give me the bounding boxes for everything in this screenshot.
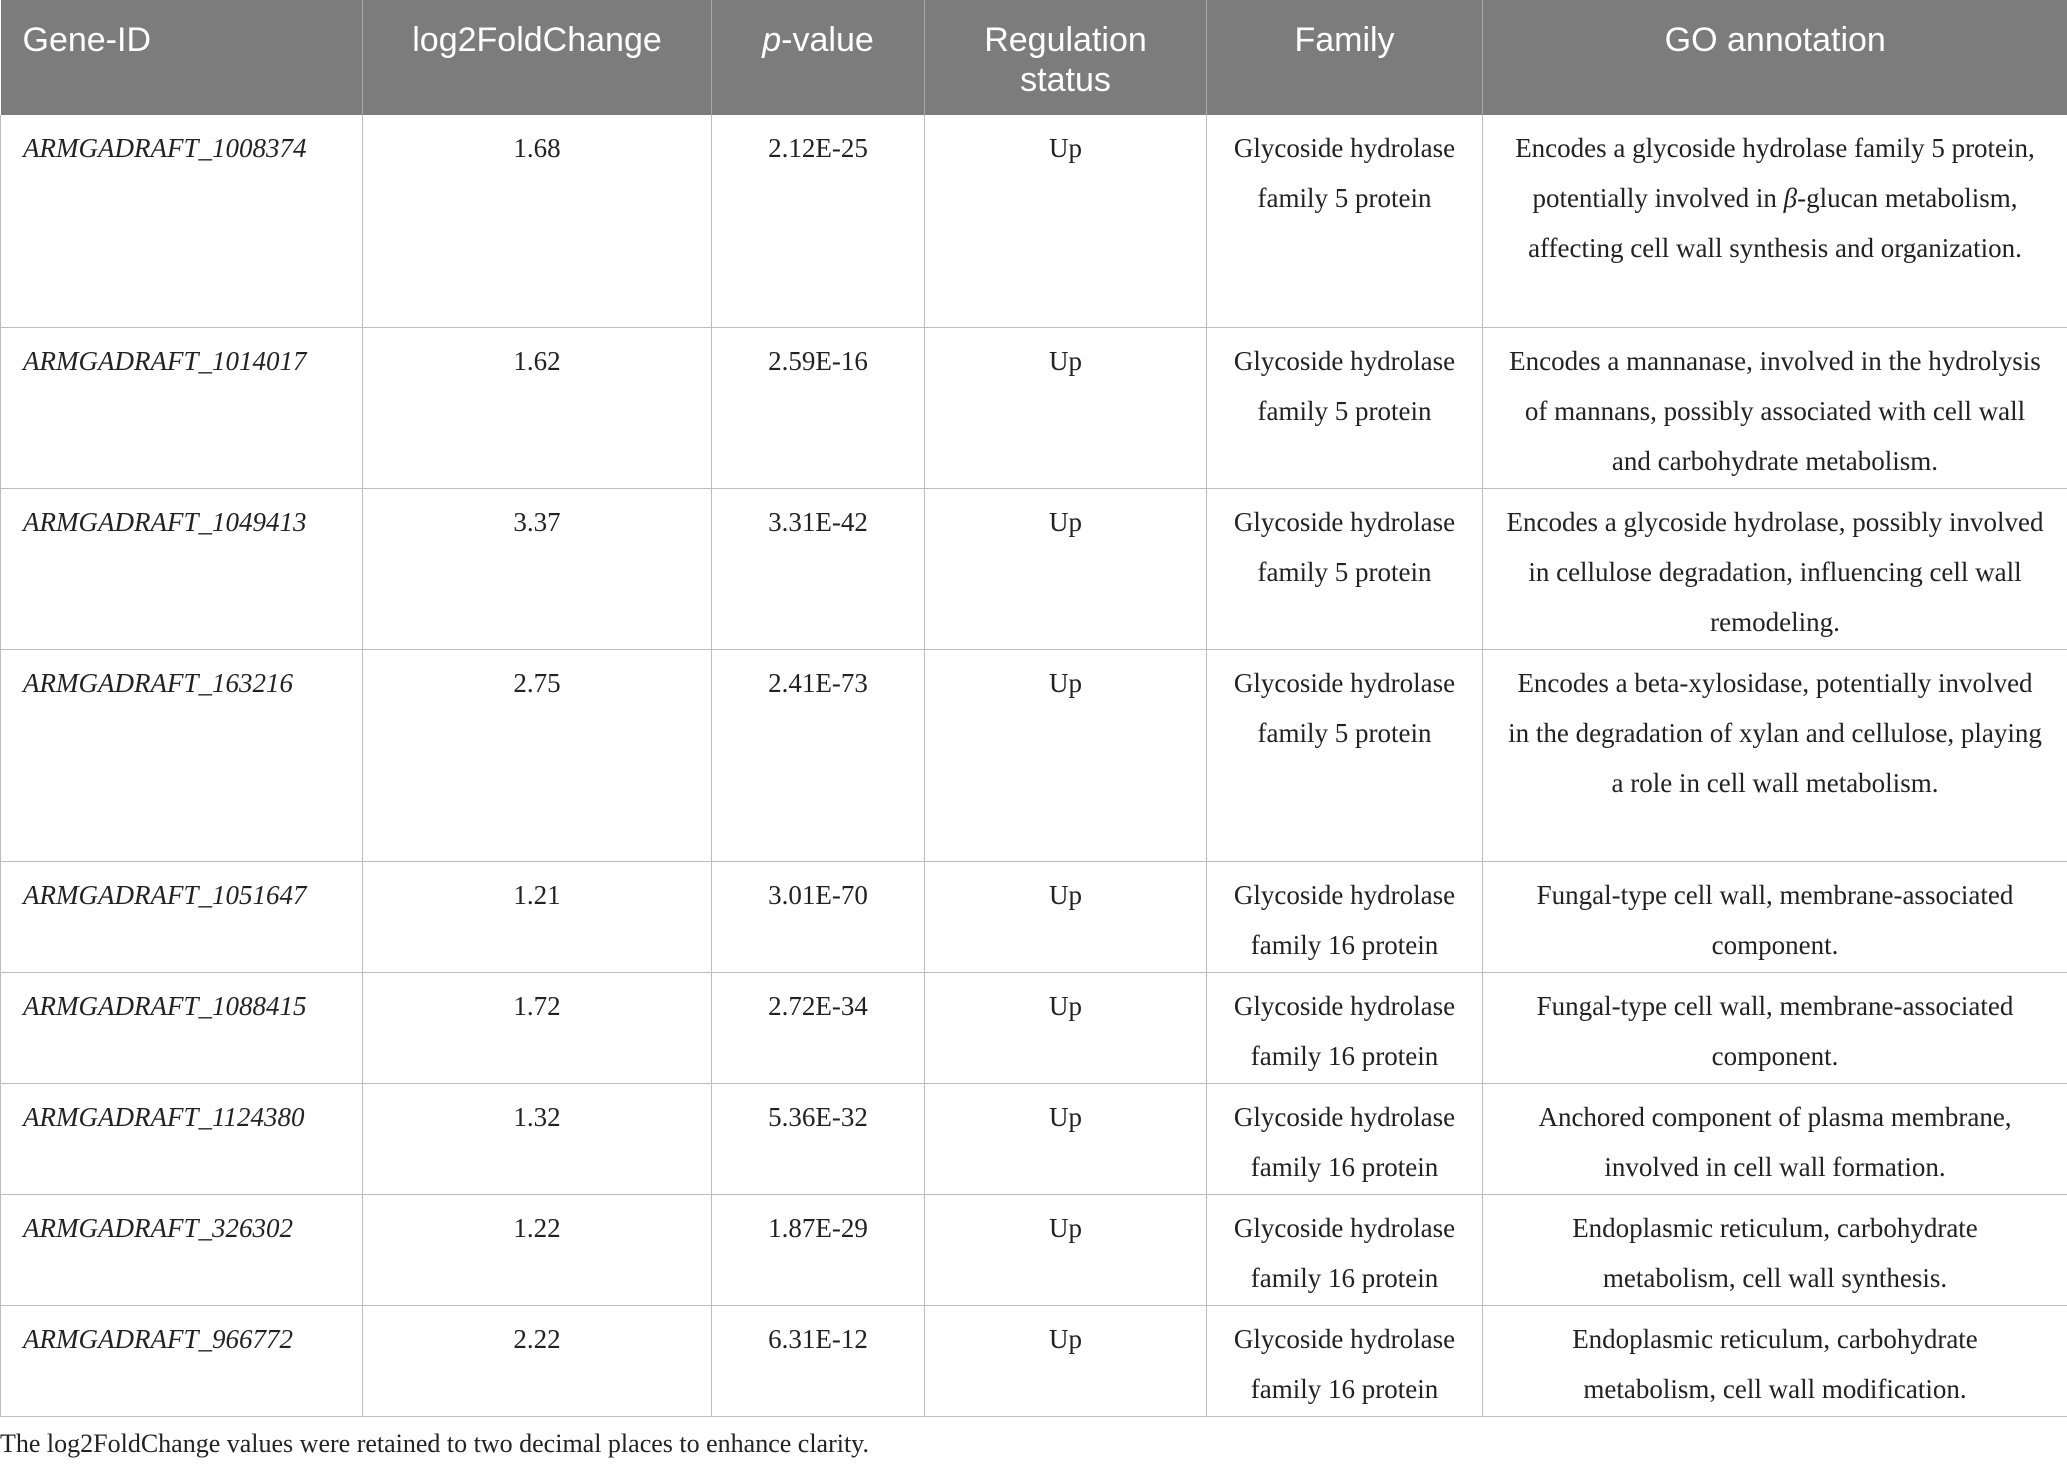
table-row	[1, 861, 2067, 972]
cell-go-annotation: Endoplasmic reticulum, carbohydrate metabolism, cell wall modification.	[1483, 1305, 2067, 1416]
table-row	[1, 115, 2067, 327]
cell-gene-id: ARMGADRAFT_326302	[1, 1194, 363, 1305]
cell-gene-id: ARMGADRAFT_163216	[1, 649, 363, 861]
header-p-value	[712, 0, 925, 115]
cell-log2foldchange: 1.72	[363, 972, 712, 1083]
table-header-row	[1, 0, 2067, 115]
cell-regulation-status: Up	[925, 488, 1207, 649]
header-family: Family	[1207, 0, 1483, 115]
cell-gene-id: ARMGADRAFT_1124380	[1, 1083, 363, 1194]
go-text-before: Encodes a glycoside hydrolase family 5 protein, potentially involved in	[1515, 133, 2035, 213]
header-regulation-status: Regulation status	[925, 0, 1207, 115]
cell-gene-id: ARMGADRAFT_1051647	[1, 861, 363, 972]
cell-log2foldchange: 1.62	[363, 327, 712, 488]
cell-family: Glycoside hydrolase family 5 protein	[1207, 115, 1483, 327]
cell-log2foldchange: 1.21	[363, 861, 712, 972]
table-footnote: The log2FoldChange values were retained to two decimal places to enhance clarity.	[0, 1429, 869, 1458]
cell-family: Glycoside hydrolase family 16 protein	[1207, 972, 1483, 1083]
cell-gene-id: ARMGADRAFT_1049413	[1, 488, 363, 649]
table-row	[1, 327, 2067, 488]
cell-family: Glycoside hydrolase family 16 protein	[1207, 1194, 1483, 1305]
cell-go-annotation: Endoplasmic reticulum, carbohydrate metabolism, cell wall synthesis.	[1483, 1194, 2067, 1305]
cell-regulation-status: Up	[925, 649, 1207, 861]
cell-regulation-status: Up	[925, 115, 1207, 327]
cell-go-annotation: Fungal-type cell wall, membrane-associated component.	[1483, 972, 2067, 1083]
cell-regulation-status: Up	[925, 861, 1207, 972]
table-row	[1, 1194, 2067, 1305]
cell-family: Glycoside hydrolase family 16 protein	[1207, 1305, 1483, 1416]
table-row	[1, 1083, 2067, 1194]
cell-go-annotation: Encodes a beta-xylosidase, potentially involved in the degradation of xylan and cellulose, playing a role in cell wall metabolism.	[1483, 649, 2067, 861]
table-row	[1, 1305, 2067, 1416]
cell-p-value: 2.12E-25	[712, 115, 925, 327]
cell-family: Glycoside hydrolase family 5 protein	[1207, 488, 1483, 649]
cell-gene-id: ARMGADRAFT_1014017	[1, 327, 363, 488]
cell-p-value: 3.01E-70	[712, 861, 925, 972]
cell-p-value: 2.72E-34	[712, 972, 925, 1083]
cell-log2foldchange: 1.68	[363, 115, 712, 327]
cell-log2foldchange: 2.22	[363, 1305, 712, 1416]
go-text-after: -glucan metabolism, affecting cell wall synthesis and organization.	[1528, 183, 2022, 263]
cell-p-value: 6.31E-12	[712, 1305, 925, 1416]
header-log2foldchange: log2FoldChange	[363, 0, 712, 115]
cell-family: Glycoside hydrolase family 5 protein	[1207, 327, 1483, 488]
cell-p-value: 3.31E-42	[712, 488, 925, 649]
cell-go-annotation: Encodes a mannanase, involved in the hydrolysis of mannans, possibly associated with cell wall and carbohydrate metabolism.	[1483, 327, 2067, 488]
cell-log2foldchange: 3.37	[363, 488, 712, 649]
header-go-annotation: GO annotation	[1483, 0, 2067, 115]
header-p-value-italic: p	[762, 21, 782, 59]
cell-log2foldchange: 1.32	[363, 1083, 712, 1194]
cell-regulation-status: Up	[925, 1194, 1207, 1305]
cell-log2foldchange: 1.22	[363, 1194, 712, 1305]
cell-p-value: 2.41E-73	[712, 649, 925, 861]
cell-p-value: 2.59E-16	[712, 327, 925, 488]
cell-go-annotation: Fungal-type cell wall, membrane-associated component.	[1483, 861, 2067, 972]
cell-go-annotation: Encodes a glycoside hydrolase, possibly involved in cellulose degradation, influencing cell wall remodeling.	[1483, 488, 2067, 649]
table-row	[1, 649, 2067, 861]
table-row	[1, 972, 2067, 1083]
cell-family: Glycoside hydrolase family 16 protein	[1207, 1083, 1483, 1194]
cell-p-value: 1.87E-29	[712, 1194, 925, 1305]
go-text-beta: β	[1783, 183, 1798, 213]
header-gene-id: Gene-ID	[22, 21, 151, 59]
cell-go-annotation	[1483, 115, 2067, 327]
cell-family: Glycoside hydrolase family 16 protein	[1207, 861, 1483, 972]
cell-family: Glycoside hydrolase family 5 protein	[1207, 649, 1483, 861]
cell-p-value: 5.36E-32	[712, 1083, 925, 1194]
cell-gene-id: ARMGADRAFT_1008374	[1, 115, 363, 327]
table-row	[1, 488, 2067, 649]
cell-regulation-status: Up	[925, 1305, 1207, 1416]
cell-regulation-status: Up	[925, 972, 1207, 1083]
cell-log2foldchange: 2.75	[363, 649, 712, 861]
cell-gene-id: ARMGADRAFT_1088415	[1, 972, 363, 1083]
cell-go-annotation: Anchored component of plasma membrane, involved in cell wall formation.	[1483, 1083, 2067, 1194]
cell-regulation-status: Up	[925, 1083, 1207, 1194]
header-p-value-suffix: -value	[781, 21, 874, 59]
cell-regulation-status: Up	[925, 327, 1207, 488]
cell-gene-id: ARMGADRAFT_966772	[1, 1305, 363, 1416]
